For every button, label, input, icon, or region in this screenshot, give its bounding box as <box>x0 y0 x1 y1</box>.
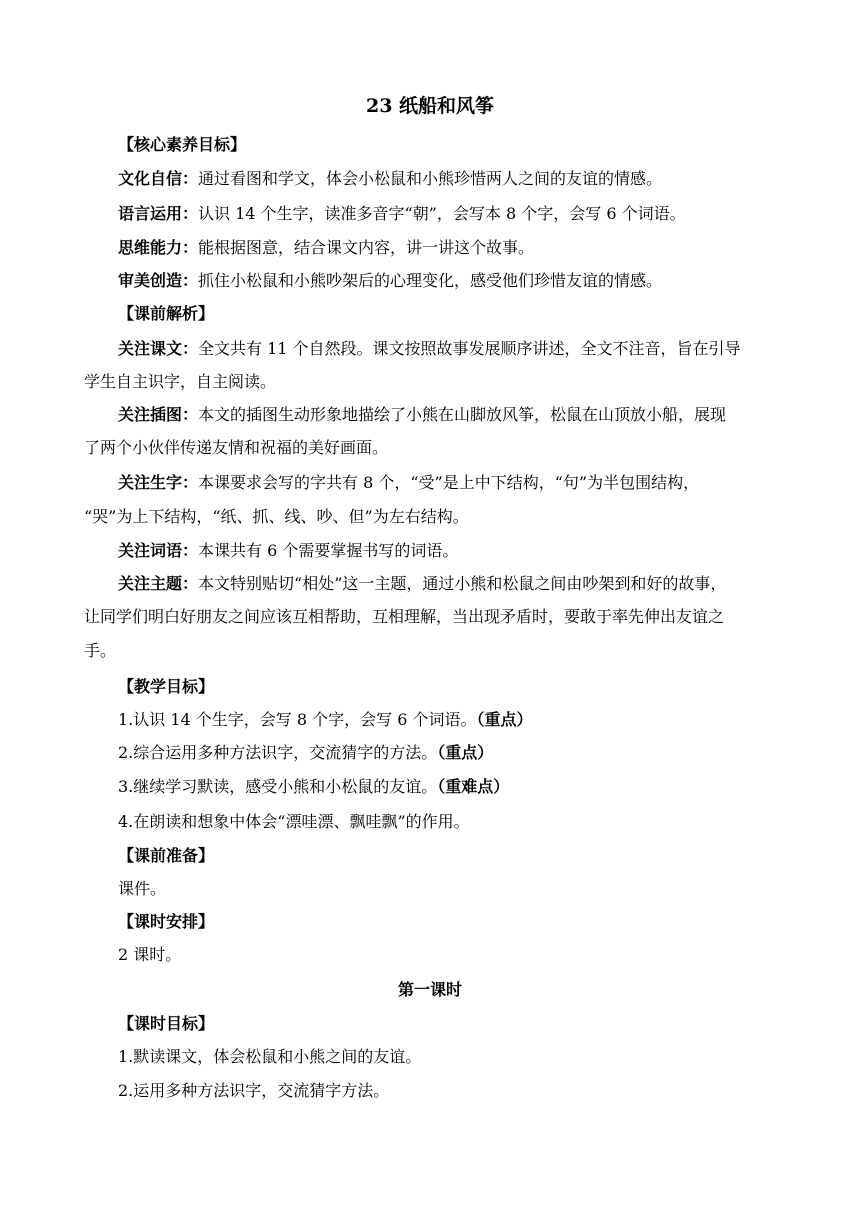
lesson-one-title: 第一课时 <box>397 980 462 999</box>
lesson-goal-item: 2.运用多种方法识字，交流猜字方法。 <box>118 1081 390 1100</box>
analysis-chars-line2: “哭”为上下结构，“纸、抓、线、吵、但”为左右结构。 <box>84 507 469 526</box>
goal-item: 3.继续学习默读，感受小熊和小松鼠的友谊。（重难点） <box>118 777 510 796</box>
lesson-goal-item: 1.默读课文，体会松鼠和小熊之间的友谊。 <box>118 1047 422 1066</box>
document-title: 23 纸船和风筝 <box>365 95 495 117</box>
core-culture: 文化自信：通过看图和学文，体会小松鼠和小熊珍惜两人之间的友谊的情感。 <box>118 169 663 188</box>
heading-lesson-goals: 【课时目标】 <box>118 1014 215 1033</box>
heading-core-goals: 【核心素养目标】 <box>118 135 247 154</box>
analysis-words: 关注词语：本课共有 6 个需要掌握书写的词语。 <box>118 541 459 560</box>
goal-item: 2.综合运用多种方法识字，交流猜字的方法。（重点） <box>118 743 494 762</box>
core-aesthetic: 审美创造：抓住小松鼠和小熊吵架后的心理变化，感受他们珍惜友谊的情感。 <box>118 271 663 290</box>
core-language: 语言运用：认识 14 个生字，读准多音字“朝”，会写本 8 个字，会写 6 个词语。 <box>118 204 686 223</box>
goal-item: 1.认识 14 个生字，会写 8 个字，会写 6 个词语。（重点） <box>118 710 533 729</box>
heading-schedule: 【课时安排】 <box>118 912 215 931</box>
goal-item: 4.在朗读和想象中体会“漂哇漂、飘哇飘”的作用。 <box>118 812 470 831</box>
analysis-picture-line2: 了两个小伙伴传递友情和祝福的美好画面。 <box>84 438 389 457</box>
heading-pre-analysis: 【课前解析】 <box>118 304 215 323</box>
analysis-theme-line1: 关注主题：本文特别贴切“相处”这一主题，通过小熊和松鼠之间由吵架到和好的故事， <box>118 574 727 593</box>
core-thinking: 思维能力：能根据图意，结合课文内容，讲一讲这个故事。 <box>118 238 535 257</box>
analysis-text-line1: 关注课文：全文共有 11 个自然段。课文按照故事发展顺序讲述，全文不注音，旨在引导 <box>118 339 741 358</box>
analysis-chars-line1: 关注生字：本课要求会写的字共有 8 个，“受”是上中下结构，“句”为半包围结构， <box>118 473 700 492</box>
heading-preparation: 【课前准备】 <box>118 846 215 865</box>
analysis-theme-line2: 让同学们明白好朋友之间应该互相帮助，互相理解，当出现矛盾时，要敢于率先伸出友谊之 <box>84 607 725 626</box>
analysis-theme-line3: 手。 <box>84 641 117 660</box>
analysis-picture-line1: 关注插图：本文的插图生动形象地描绘了小熊在山脚放风筝，松鼠在山顶放小船，展现 <box>118 405 727 424</box>
heading-teaching-goals: 【教学目标】 <box>118 677 215 696</box>
preparation-text: 课件。 <box>118 879 167 898</box>
analysis-text-line2: 学生自主识字，自主阅读。 <box>84 372 277 391</box>
schedule-text: 2 课时。 <box>118 945 182 964</box>
